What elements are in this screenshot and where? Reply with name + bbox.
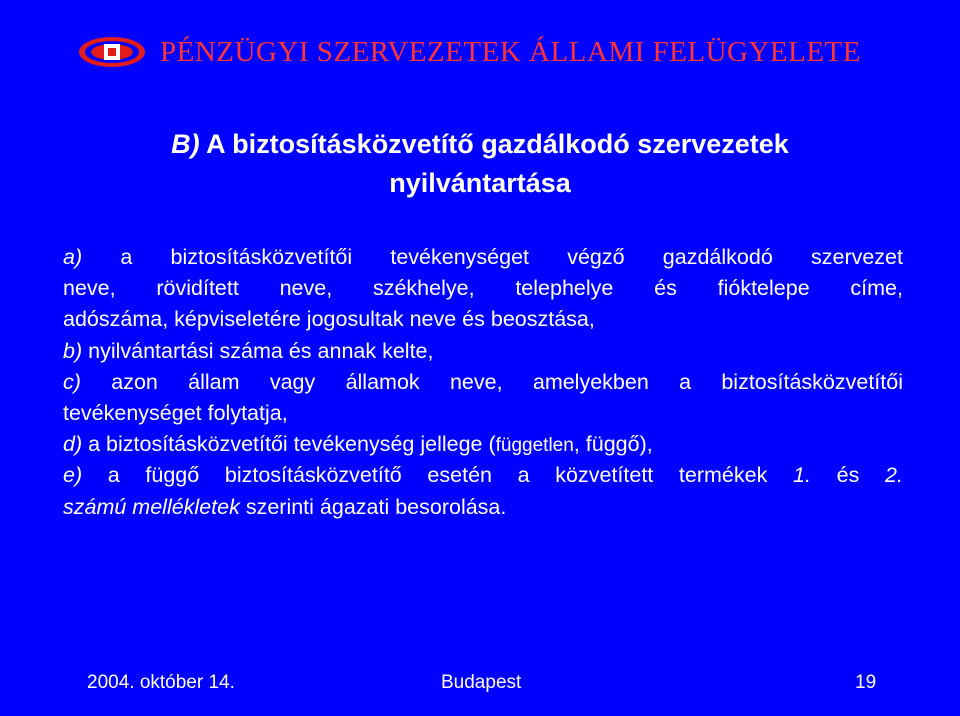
item-a-text-1: a biztosításközvetítői tevékenységet végző gazdálkodó szervezet (120, 245, 903, 269)
slide-title (0, 125, 960, 203)
item-a-marker: a) (63, 245, 83, 269)
item-a-line-1 (63, 242, 903, 273)
item-a-line-3: adószáma, képviseletére jogosultak neve és beosztása, (63, 307, 595, 332)
item-e-italic-phrase: számú mellékletek (63, 494, 240, 519)
item-c-marker: c) (63, 369, 81, 394)
footer-page-number: 19 (855, 672, 877, 693)
item-d-text-after: , függő), (573, 432, 653, 457)
item-d-text-before: a biztosításközvetítői tevékenység jellege ( (88, 432, 496, 457)
item-d (63, 429, 903, 460)
item-a-line-2: neve, rövidített neve, székhelye, telephelye és fióktelepe címe, (63, 276, 903, 301)
item-b (63, 336, 903, 367)
item-c-line-1 (63, 367, 903, 398)
slide-title-line-1 (0, 125, 960, 164)
slide-title-prefix: B) (171, 129, 200, 159)
item-e-line-2 (63, 492, 903, 523)
slide-body (63, 242, 903, 523)
item-b-marker: b) (63, 338, 83, 363)
item-d-marker: d) (63, 432, 83, 457)
item-e-num-1: 1. (793, 463, 811, 488)
pszaf-logo-icon (77, 34, 147, 70)
slide-title-text: A biztosításközvetítő gazdálkodó szervezetek (206, 129, 789, 159)
item-e-num-2: 2. (885, 463, 903, 488)
item-b-text: nyilvántartási száma és annak kelte, (88, 338, 434, 363)
item-c-line-2: tevékenységet folytatja, (63, 400, 288, 425)
slide-title-line-2: nyilvántartása (389, 168, 571, 198)
item-e-line-1 (63, 460, 903, 491)
item-e-text-1: a függő biztosításközvetítő esetén a közvetített termékek (107, 463, 768, 488)
item-d-small-word: független (495, 435, 574, 457)
item-e-text-2: szerinti ágazati besorolása. (245, 494, 507, 519)
organization-title: PÉNZÜGYI SZERVEZETEK ÁLLAMI FELÜGYELETE (160, 36, 861, 68)
footer-city: Budapest (441, 672, 522, 693)
footer-date: 2004. október 14. (87, 672, 235, 693)
item-e-conj: és (836, 463, 860, 488)
item-e-marker: e) (63, 463, 83, 488)
item-c-text-1: azon állam vagy államok neve, amelyekben a biztosításközvetítői (111, 369, 903, 394)
